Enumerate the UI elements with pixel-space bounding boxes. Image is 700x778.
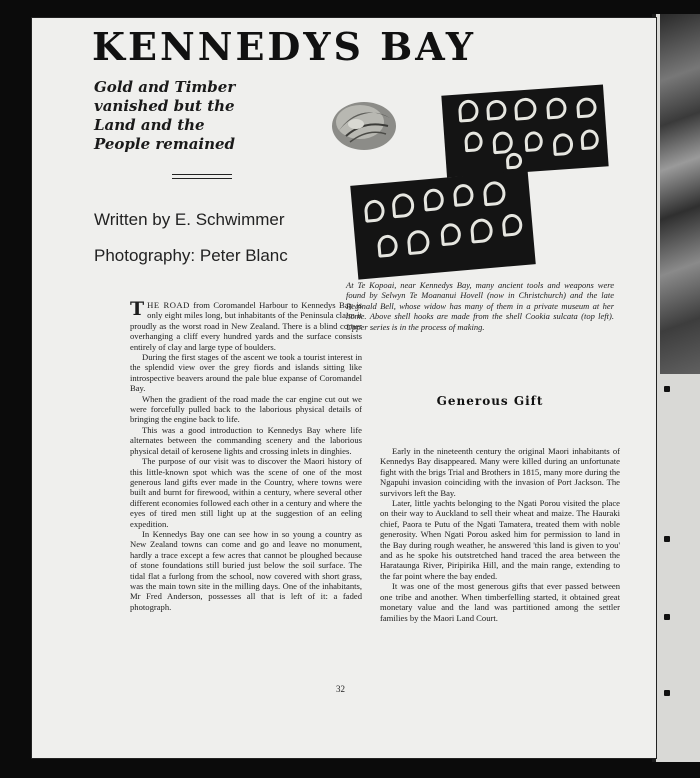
photographer-credit: Photography: Peter Blanc bbox=[94, 246, 288, 265]
subtitle-line: vanished but the bbox=[94, 97, 235, 115]
paragraph: This was a good introduction to Kennedys Bay where life alternates between the commanding scenery and the laborious physical detail of kerosene lights and crossing inlets in dinghies. bbox=[130, 424, 362, 456]
article-subtitle bbox=[94, 78, 314, 154]
subtitle-line: Gold and Timber bbox=[94, 78, 236, 96]
adjacent-page-edge bbox=[656, 14, 700, 762]
paragraph: When the gradient of the road made the car engine cut out we were forcefully pulled back to the laborious physical details of bringing the engine back to life. bbox=[130, 393, 362, 425]
margin-mark bbox=[664, 386, 670, 392]
page-number: 32 bbox=[336, 684, 345, 694]
lead-text: from Coromandel Harbour to Kennedys Bay is only eight miles long, but inhabitants of the Peninsula claim it proudly as the worst road in New Zealand. There is a blind corner overhanging a cliff every hundred yards and the surface consists entirely of clay and large type of boulders. bbox=[130, 300, 362, 352]
section-heading: Generous Gift bbox=[436, 394, 544, 408]
author-byline: Written by E. Schwimmer bbox=[94, 210, 285, 229]
photo-caption: At Te Kopoai, near Kennedys Bay, many ancient tools and weapons were found by Selwyn Te Moananui Hovell (now in Christchurch) and the late Reginald Bell, whose widow has many of them in a private museum at her home. Above shell hooks are made from the shell Cookia sulcata (top left). Upper series is in the process of making. bbox=[346, 280, 614, 332]
paragraph: It was one of the most generous gifts that ever passed between one tribe and another. When timberfelling started, it obtained great monetary value and the land was partitioned among the settler families by the Maori Land Court. bbox=[380, 581, 620, 623]
left-column bbox=[130, 300, 362, 612]
lead-smallcaps: HE ROAD bbox=[147, 300, 190, 310]
adjacent-page-photo bbox=[660, 14, 700, 374]
right-column bbox=[380, 446, 620, 623]
paragraph: Early in the nineteenth century the original Maori inhabitants of Kennedys Bay disappeared. Many were killed during an unfortunate fight with the brigs Trial and Brothers in 1815, many more during the Ngapuhi invasion coinciding with the invasion of Port Jackson. The survivors left the Bay. bbox=[380, 446, 620, 498]
margin-mark bbox=[664, 614, 670, 620]
margin-mark bbox=[664, 536, 670, 542]
article-title: KENNEDYS BAY bbox=[92, 24, 477, 69]
margin-mark bbox=[664, 690, 670, 696]
shell-hooks-photo-bottom bbox=[350, 170, 536, 279]
subtitle-line: People remained bbox=[94, 135, 236, 153]
paragraph: The purpose of our visit was to discover the Maori history of this little-known spot which was the scene of one of the most generous land gifts ever made in the Country, where towns were built and burnt for firewood, within a century, where several other different economies followed each other in a century and where the eyes of tired men still light up at the suggestion of an eeling expedition. bbox=[130, 456, 362, 529]
shell-photo bbox=[328, 92, 400, 154]
paragraph: During the first stages of the ascent we took a tourist interest in the splendid view over the grey fiords and islands sitting like introspective beavers around the pale blue expanse of Coromandel Bay. bbox=[130, 352, 362, 394]
paragraph: In Kennedys Bay one can see how in so young a country as New Zealand towns can come and go and leave no monument, hardly a trace except a few acres that cannot be ploughed because of stone foundations still buried just below the soil surface. The tidal flat a furlong from the school, now covered with short grass, was the main town site in the milling days. One of the inhabitants, Mr Fred Anderson, possesses all that is left of it: a faded photograph. bbox=[130, 528, 362, 612]
title-divider bbox=[172, 174, 232, 179]
paragraph: Later, little yachts belonging to the Ngati Porou visited the place on their way to Auckland to sell their wheat and maize. The Hauraki chief, Paora te Putu of the Ngati Tamatera, treated them with noble generosity. When Ngati Porou asked him for permission to land in the Bay during rough weather, he answered 'this land is given to you' and as he spoke his outstretched hand traced the area between the Harataunga River, Piripirika Hill, and the main range, extending to the far point where the bay ended. bbox=[380, 498, 620, 581]
lead-paragraph bbox=[130, 300, 362, 352]
shell-hooks-photo-top bbox=[441, 84, 608, 177]
subtitle-line: Land and the bbox=[94, 116, 205, 134]
drop-cap: T bbox=[130, 298, 145, 320]
